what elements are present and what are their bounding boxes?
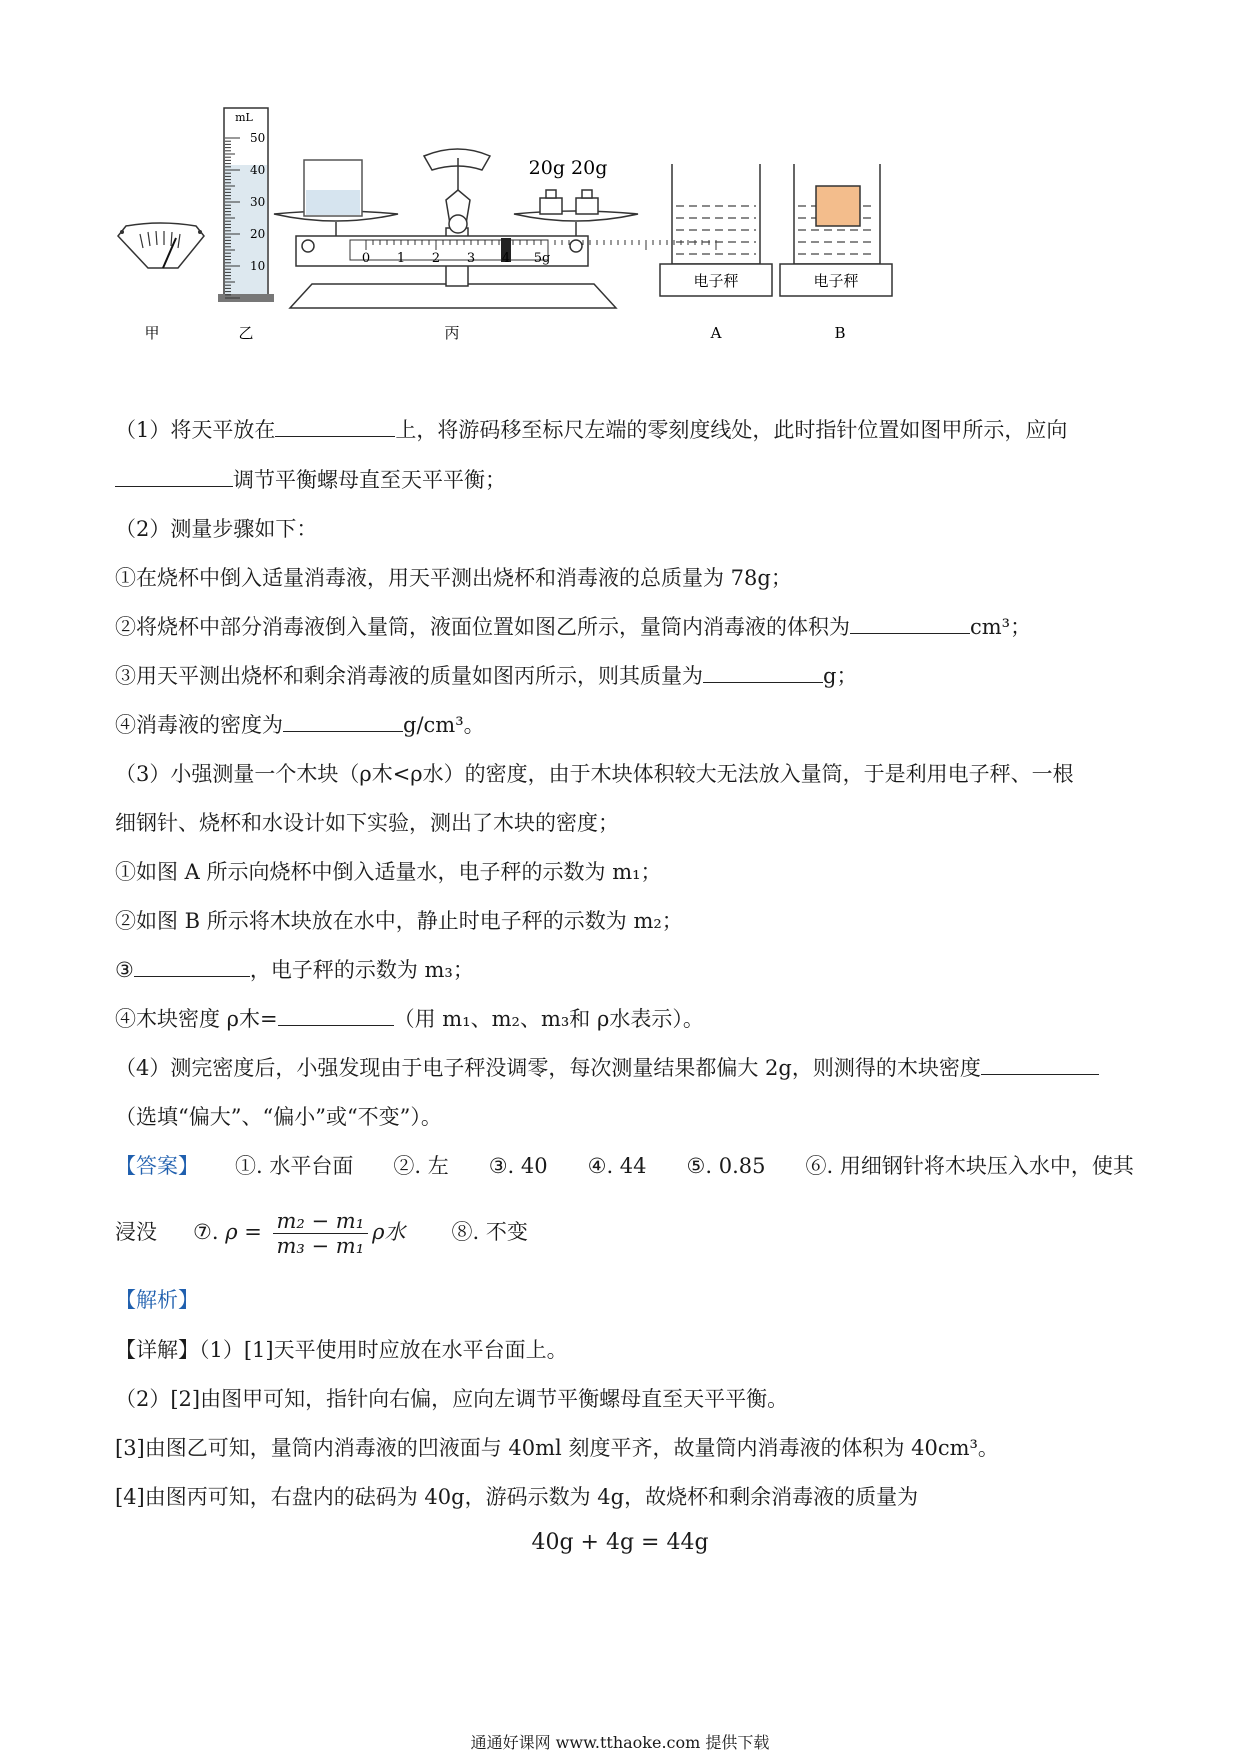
formula-numerator: m₂ − m₁ [273,1209,369,1234]
beam-label-3: 3 [466,251,476,266]
fig-label-yi: 乙 [238,324,254,342]
q3-line-2: 细钢针、烧杯和水设计如下实验，测出了木块的密度； [115,811,619,835]
wood-block [816,186,860,226]
q1-text-c: 调节平衡螺母直至天平平衡； [233,468,506,492]
answer-item-1: ①. 水平台面 [235,1154,354,1178]
answer-item-7: ⑦. [193,1220,219,1244]
beam-label-2: 2 [431,251,441,266]
q2-step-3-text: ③用天平测出烧杯和剩余消毒液的质量如图丙所示，则其质量为 [115,664,703,688]
q2-step-4 [115,711,485,739]
density-formula-fraction [273,1209,369,1258]
fig-label-bing: 丙 [444,324,460,342]
answer-blank-4 [703,662,823,683]
q3-step-3 [115,956,474,984]
answer-blank-8 [981,1054,1099,1075]
cyl-tick-20: 20 [250,227,266,241]
analysis-tag: 【解析】 [115,1288,199,1312]
q2-step-4-unit: g/cm³。 [403,713,485,737]
beam-label-5g: 5g [533,251,551,266]
graduated-cylinder-figure [218,108,274,342]
q3-step-4 [115,1005,704,1033]
scale-b-text: 电子秤 [813,272,859,290]
cyl-tick-50: 50 [250,131,266,145]
cyl-tick-10: 10 [250,259,266,273]
weights-label: 20g 20g [528,157,608,179]
beam-label-0: 0 [361,251,371,266]
formula-rho: ρ [225,1220,238,1244]
q2-step-4-text: ④消毒液的密度为 [115,713,283,737]
q3-step-3-num: ③ [115,958,134,982]
q1-text-b: 上，将游码移至标尺左端的零刻度线处，此时指针位置如图甲所示，应向 [395,418,1068,442]
answer-blank-6 [134,956,250,977]
q3-step-4-note: （用 m₁、m₂、m₃和 ρ水表示）。 [393,1007,704,1031]
q1-text-a: （1）将天平放在 [115,418,276,442]
answer-blank-3 [850,613,970,634]
answer-item-3: ③. 40 [488,1154,548,1178]
cyl-tick-30: 30 [250,195,266,209]
scale-b-figure [780,164,892,342]
answer-item-5: ⑤. 0.85 [686,1154,766,1178]
answer-item-6: ⑥. 用细钢针将木块压入水中，使其 [805,1154,1134,1178]
analysis-detail-1: 【详解】（1）[1]天平使用时应放在水平台面上。 [115,1338,568,1362]
q2-head: （2）测量步骤如下： [115,517,318,541]
formula-denominator: m₃ − m₁ [276,1234,365,1258]
answer-item-8: ⑧. 不变 [451,1220,528,1244]
q4-text: （4）测完密度后，小强发现由于电子秤没调零，每次测量结果都偏大 2g，则测得的木块密度 [115,1056,981,1080]
beam-label-4: 4 [501,251,511,266]
answer-blank-2 [115,466,233,487]
answer-line-1 [115,1152,1134,1180]
fig-label-a: A [710,324,722,342]
q1-line-2 [115,466,506,494]
q2-step-2-unit: cm³； [970,615,1032,639]
cyl-tick-40: 40 [250,163,266,177]
fig-label-jia: 甲 [144,324,160,342]
answer-tag: 【答案】 [115,1154,199,1178]
scale-a-text: 电子秤 [693,272,739,290]
q3-step-4-text: ④木块密度 ρ木= [115,1007,278,1031]
q2-step-3-unit: g； [823,664,858,688]
footer-watermark: 通通好课网 www.tthaoke.com 提供下载 [470,1733,770,1752]
q2-step-3 [115,662,857,690]
q4-line-2: （选填“偏大”、“偏小”或“不变”）。 [115,1105,442,1129]
q2-step-1: ①在烧杯中倒入适量消毒液，用天平测出烧杯和消毒液的总质量为 78g； [115,566,792,590]
q3-step-3-text: ，电子秤的示数为 m₃； [249,958,474,982]
beam-label-1: 1 [396,251,406,266]
answer-line-2: 浸没 ⑦. ρ = $\frac{\text{m₂ − m₁}}{\text{m₃ − m₁}}$ ρ水 ⑧. 不变 [115,1209,528,1258]
answer-blank-1 [275,416,395,437]
q2-step-2 [115,613,1031,641]
q3-step-2: ②如图 B 所示将木块放在水中，静止时电子秤的示数为 m₂； [115,909,683,933]
fig-label-b: B [834,324,846,342]
q1-line-1 [115,416,1067,444]
q4-line-1 [115,1054,1099,1082]
answer-item-4: ④. 44 [587,1154,647,1178]
cylinder-unit: mL [235,111,253,124]
scale-a-figure [660,164,772,342]
q2-step-2-text: ②将烧杯中部分消毒液倒入量筒，液面位置如图乙所示，量筒内消毒液的体积为 [115,615,850,639]
answer-continuation: 浸没 [115,1220,157,1244]
balance-figure [274,149,716,342]
analysis-detail-4: [4]由图丙可知，右盘内的砝码为 40g，游码示数为 4g，故烧杯和剩余消毒液的质量为 [115,1485,919,1509]
analysis-detail-2: （2）[2]由图甲可知，指针向右偏，应向左调节平衡螺母直至天平平衡。 [115,1387,789,1411]
answer-blank-5 [283,711,403,732]
analysis-detail-3: [3]由图乙可知，量筒内消毒液的凹液面与 40ml 刻度平齐，故量筒内消毒液的体积为 40cm³。 [115,1436,999,1460]
mass-equation: 40g + 4g = 44g [531,1530,709,1555]
formula-rho-water: ρ水 [372,1220,406,1244]
experiment-figures [0,0,1240,360]
answer-item-2: ②. 左 [393,1154,449,1178]
q3-step-1: ①如图 A 所示向烧杯中倒入适量水，电子秤的示数为 m₁； [115,860,662,884]
q3-line-1: （3）小强测量一个木块（ρ木<ρ水）的密度，由于木块体积较大无法放入量筒，于是利用电子秤、一根 [115,762,1074,786]
pointer-dial-figure [118,223,204,342]
answer-blank-7 [278,1005,394,1026]
